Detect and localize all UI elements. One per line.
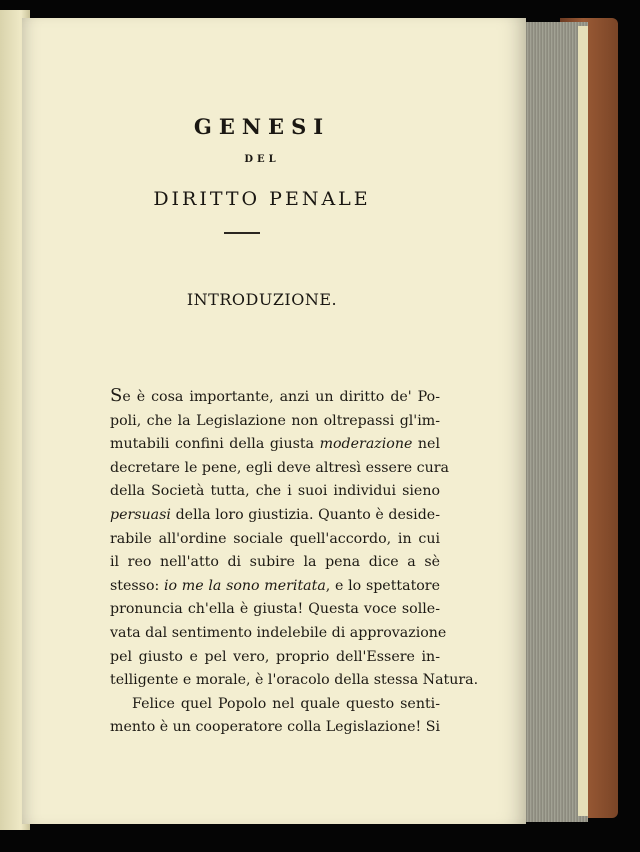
text-line: pel giusto e pel vero, proprio dell'Essere in-: [110, 648, 440, 665]
text-line: telligente e morale, è l'oracolo della stessa Natura.: [110, 672, 479, 689]
text-line: decretare le pene, egli deve altresì essere cura: [110, 459, 449, 476]
text-line: pronuncia ch'ella è giusta! Questa voce solle-: [110, 601, 440, 618]
text-line: vata dal sentimento indelebile di approvazione: [110, 624, 447, 641]
section-heading: INTRODUZIONE.: [186, 290, 338, 309]
text-line: mutabili confini della giusta moderazione nel: [110, 436, 440, 453]
drop-initial: S: [110, 385, 123, 406]
text-line: persuasi della loro giustizia. Quanto è deside-: [110, 506, 440, 523]
book-page: [22, 18, 526, 824]
title-rule: [224, 232, 260, 234]
text-line: Felice quel Popolo nel quale questo senti-: [132, 695, 440, 712]
text-line: rabile all'ordine sociale quell'accordo, in cui: [110, 530, 440, 547]
title-genesi: GENESI: [193, 114, 331, 139]
text-line: poli, che la Legislazione non oltrepassi gl'im-: [110, 412, 440, 429]
page-edge-strip: [578, 26, 588, 816]
title-diritto-penale: DIRITTO PENALE: [153, 188, 371, 210]
title-del: DEL: [244, 154, 280, 165]
text-line: della Società tutta, che i suoi individui sieno: [110, 483, 440, 500]
text-line: il reo nell'atto di subire la pena dice a sè: [110, 554, 440, 571]
text-line: stesso: io me la sono meritata, e lo spettatore: [110, 577, 440, 594]
text-line: mento è un cooperatore colla Legislazione! Si: [110, 719, 440, 736]
body-text: [110, 384, 479, 740]
text-line: Se è cosa importante, anzi un diritto de' Po-: [110, 385, 440, 406]
